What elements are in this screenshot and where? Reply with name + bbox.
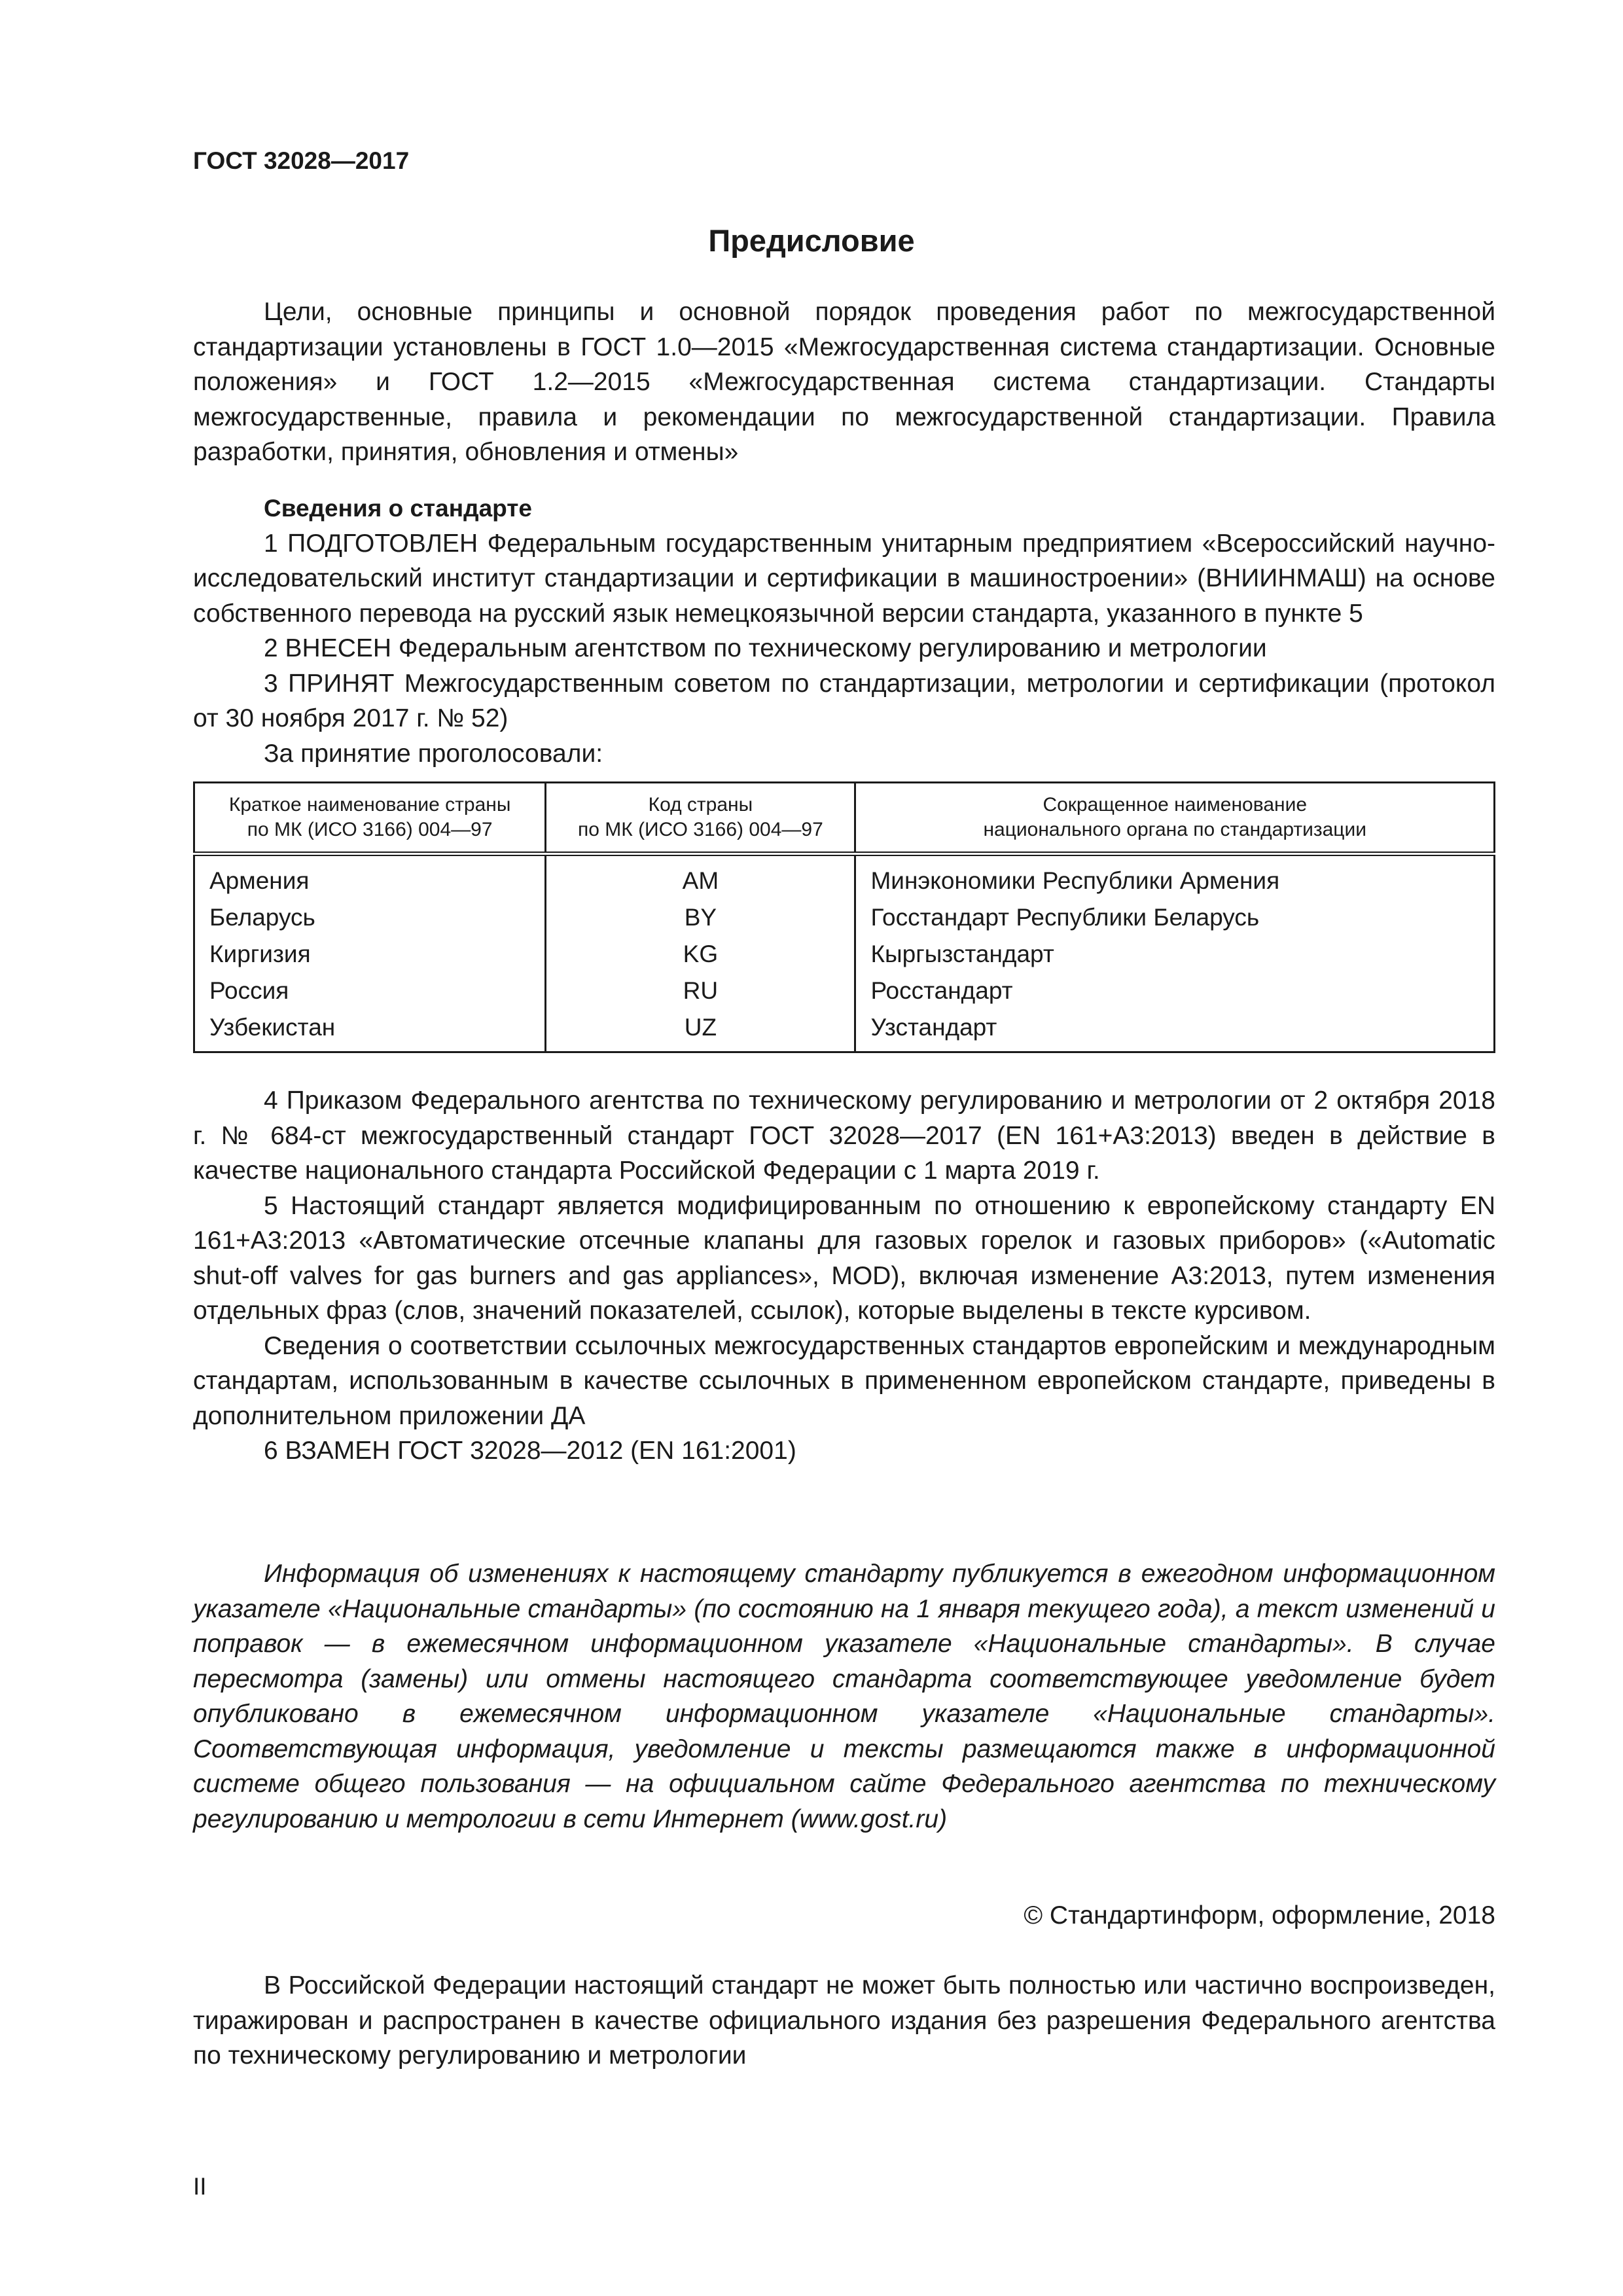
body-cell: Узстандарт bbox=[855, 1009, 1495, 1052]
col-header-code bbox=[546, 783, 855, 854]
item-2: 2 ВНЕСЕН Федеральным агентством по техническому регулированию и метрологии bbox=[264, 634, 1267, 662]
col-header-country-line1: Краткое наименование страны bbox=[228, 794, 511, 816]
copyright-line: © Стандартинформ, оформление, 2018 bbox=[1024, 1901, 1495, 1929]
changes-notice: Информация об изменениях к настоящему стандарту публикуется в ежегодном информационном указателе «Национальные стандарты» (по состоянию на 1 января текущего года), а текст изменений и поправок — в ежемесячном информационном указателе «Национальные стандарты». В случае пересмотра (замены) или отмены настоящего стандарта соответствующее уведомление будет опубликовано в ежемесячном информационном указателе «Национальные стандарты». Соответствующая информация, уведомление и тексты размещаются также в информационной системе общего пользования — на официальном сайте Федерального агентства по техническому регулированию и метрологии в сети Интернет (www.gost.ru) bbox=[193, 1560, 1495, 1833]
voting-table bbox=[193, 781, 1495, 1053]
table-row bbox=[194, 973, 1495, 1009]
country-cell: Армения bbox=[194, 854, 546, 900]
item-1: 1 ПОДГОТОВЛЕН Федеральным государственным унитарным предприятием «Всероссийский научно-исследовательский институт стандартизации и сертификации в машиностроении» (ВНИИНМАШ) на основе собственного перевода на русский язык немецкоязычной версии стандарта, указанного в пункте 5 bbox=[193, 529, 1495, 628]
col-header-body bbox=[855, 783, 1495, 854]
table-row bbox=[194, 1009, 1495, 1052]
code-cell: AM bbox=[546, 854, 855, 900]
info-heading: Сведения о стандарте bbox=[264, 495, 532, 522]
col-header-body-line1: Сокращенное наименование bbox=[1043, 794, 1308, 816]
table-row bbox=[194, 936, 1495, 973]
reproduction-restriction: В Российской Федерации настоящий стандарт не может быть полностью или частично воспроизведен, тиражирован и распространен в качестве официального издания без разрешения Федерального агентства по техническому регулированию и метрологии bbox=[193, 1971, 1495, 2070]
body-cell: Госстандарт Республики Беларусь bbox=[855, 899, 1495, 936]
body-cell: Росстандарт bbox=[855, 973, 1495, 1009]
code-cell: BY bbox=[546, 899, 855, 936]
items-continued bbox=[193, 1083, 1495, 1469]
page-title: Предисловие bbox=[708, 223, 915, 258]
body-cell: Минэкономики Республики Армения bbox=[855, 854, 1495, 900]
page-number: II bbox=[193, 2173, 207, 2200]
standard-info-section bbox=[193, 491, 1495, 1469]
item-4: 4 Приказом Федерального агентства по техническому регулированию и метрологии от 2 октября 2018 г. № 684-ст межгосударственный стандарт ГОСТ 32028—2017 (EN 161+A3:2013) введен в действие в качестве национального стандарта Российской Федерации с 1 марта 2019 г. bbox=[193, 1086, 1495, 1185]
col-header-country bbox=[194, 783, 546, 854]
col-header-code-line2: по МК (ИСО 3166) 004—97 bbox=[578, 819, 823, 840]
country-cell: Россия bbox=[194, 973, 546, 1009]
voting-table-wrap bbox=[193, 781, 1495, 1053]
intro-paragraph: Цели, основные принципы и основной порядок проведения работ по межгосударственной стандартизации установлены в ГОСТ 1.0—2015 «Межгосударственная система стандартизации. Основные положения» и ГОСТ 1.2—2015 «Межгосударственная система стандартизации. Стандарты межгосударственные, правила и рекомендации по межгосударственной стандартизации. Правила разработки, принятия, обновления и отмены» bbox=[193, 298, 1495, 466]
col-header-code-line1: Код страны bbox=[648, 794, 753, 816]
col-header-body-line2: национального органа по стандартизации bbox=[983, 819, 1366, 840]
code-cell: KG bbox=[546, 936, 855, 973]
vote-intro: За принятие проголосовали: bbox=[264, 739, 603, 768]
item-3: 3 ПРИНЯТ Межгосударственным советом по стандартизации, метрологии и сертификации (протокол от 30 ноября 2017 г. № 52) bbox=[193, 669, 1495, 732]
table-row bbox=[194, 899, 1495, 936]
country-cell: Киргизия bbox=[194, 936, 546, 973]
col-header-country-line2: по МК (ИСО 3166) 004—97 bbox=[247, 819, 493, 840]
code-cell: RU bbox=[546, 973, 855, 1009]
body-cell: Кыргызстандарт bbox=[855, 936, 1495, 973]
code-cell: UZ bbox=[546, 1009, 855, 1052]
item-5-references: Сведения о соответствии ссылочных межгосударственных стандартов европейским и международным стандартам, использованным в качестве ссылочных в примененном европейском стандарте, приведены в дополнительном приложении ДА bbox=[193, 1331, 1495, 1430]
document-code: ГОСТ 32028—2017 bbox=[193, 147, 410, 174]
table-row bbox=[194, 854, 1495, 900]
item-6: 6 ВЗАМЕН ГОСТ 32028—2012 (EN 161:2001) bbox=[264, 1437, 796, 1465]
country-cell: Беларусь bbox=[194, 899, 546, 936]
table-header-row bbox=[194, 783, 1495, 854]
country-cell: Узбекистан bbox=[194, 1009, 546, 1052]
item-5: 5 Настоящий стандарт является модифицированным по отношению к европейскому стандарту EN 161+A3:2013 «Автоматические отсечные клапаны для газовых горелок и газовых приборов» («Automatic shut-off valves for gas burners and gas appliances», MOD), включая изменение A3:2013, путем изменения отдельных фраз (слов, значений показателей, ссылок), которые выделены в тексте курсивом. bbox=[193, 1191, 1495, 1325]
